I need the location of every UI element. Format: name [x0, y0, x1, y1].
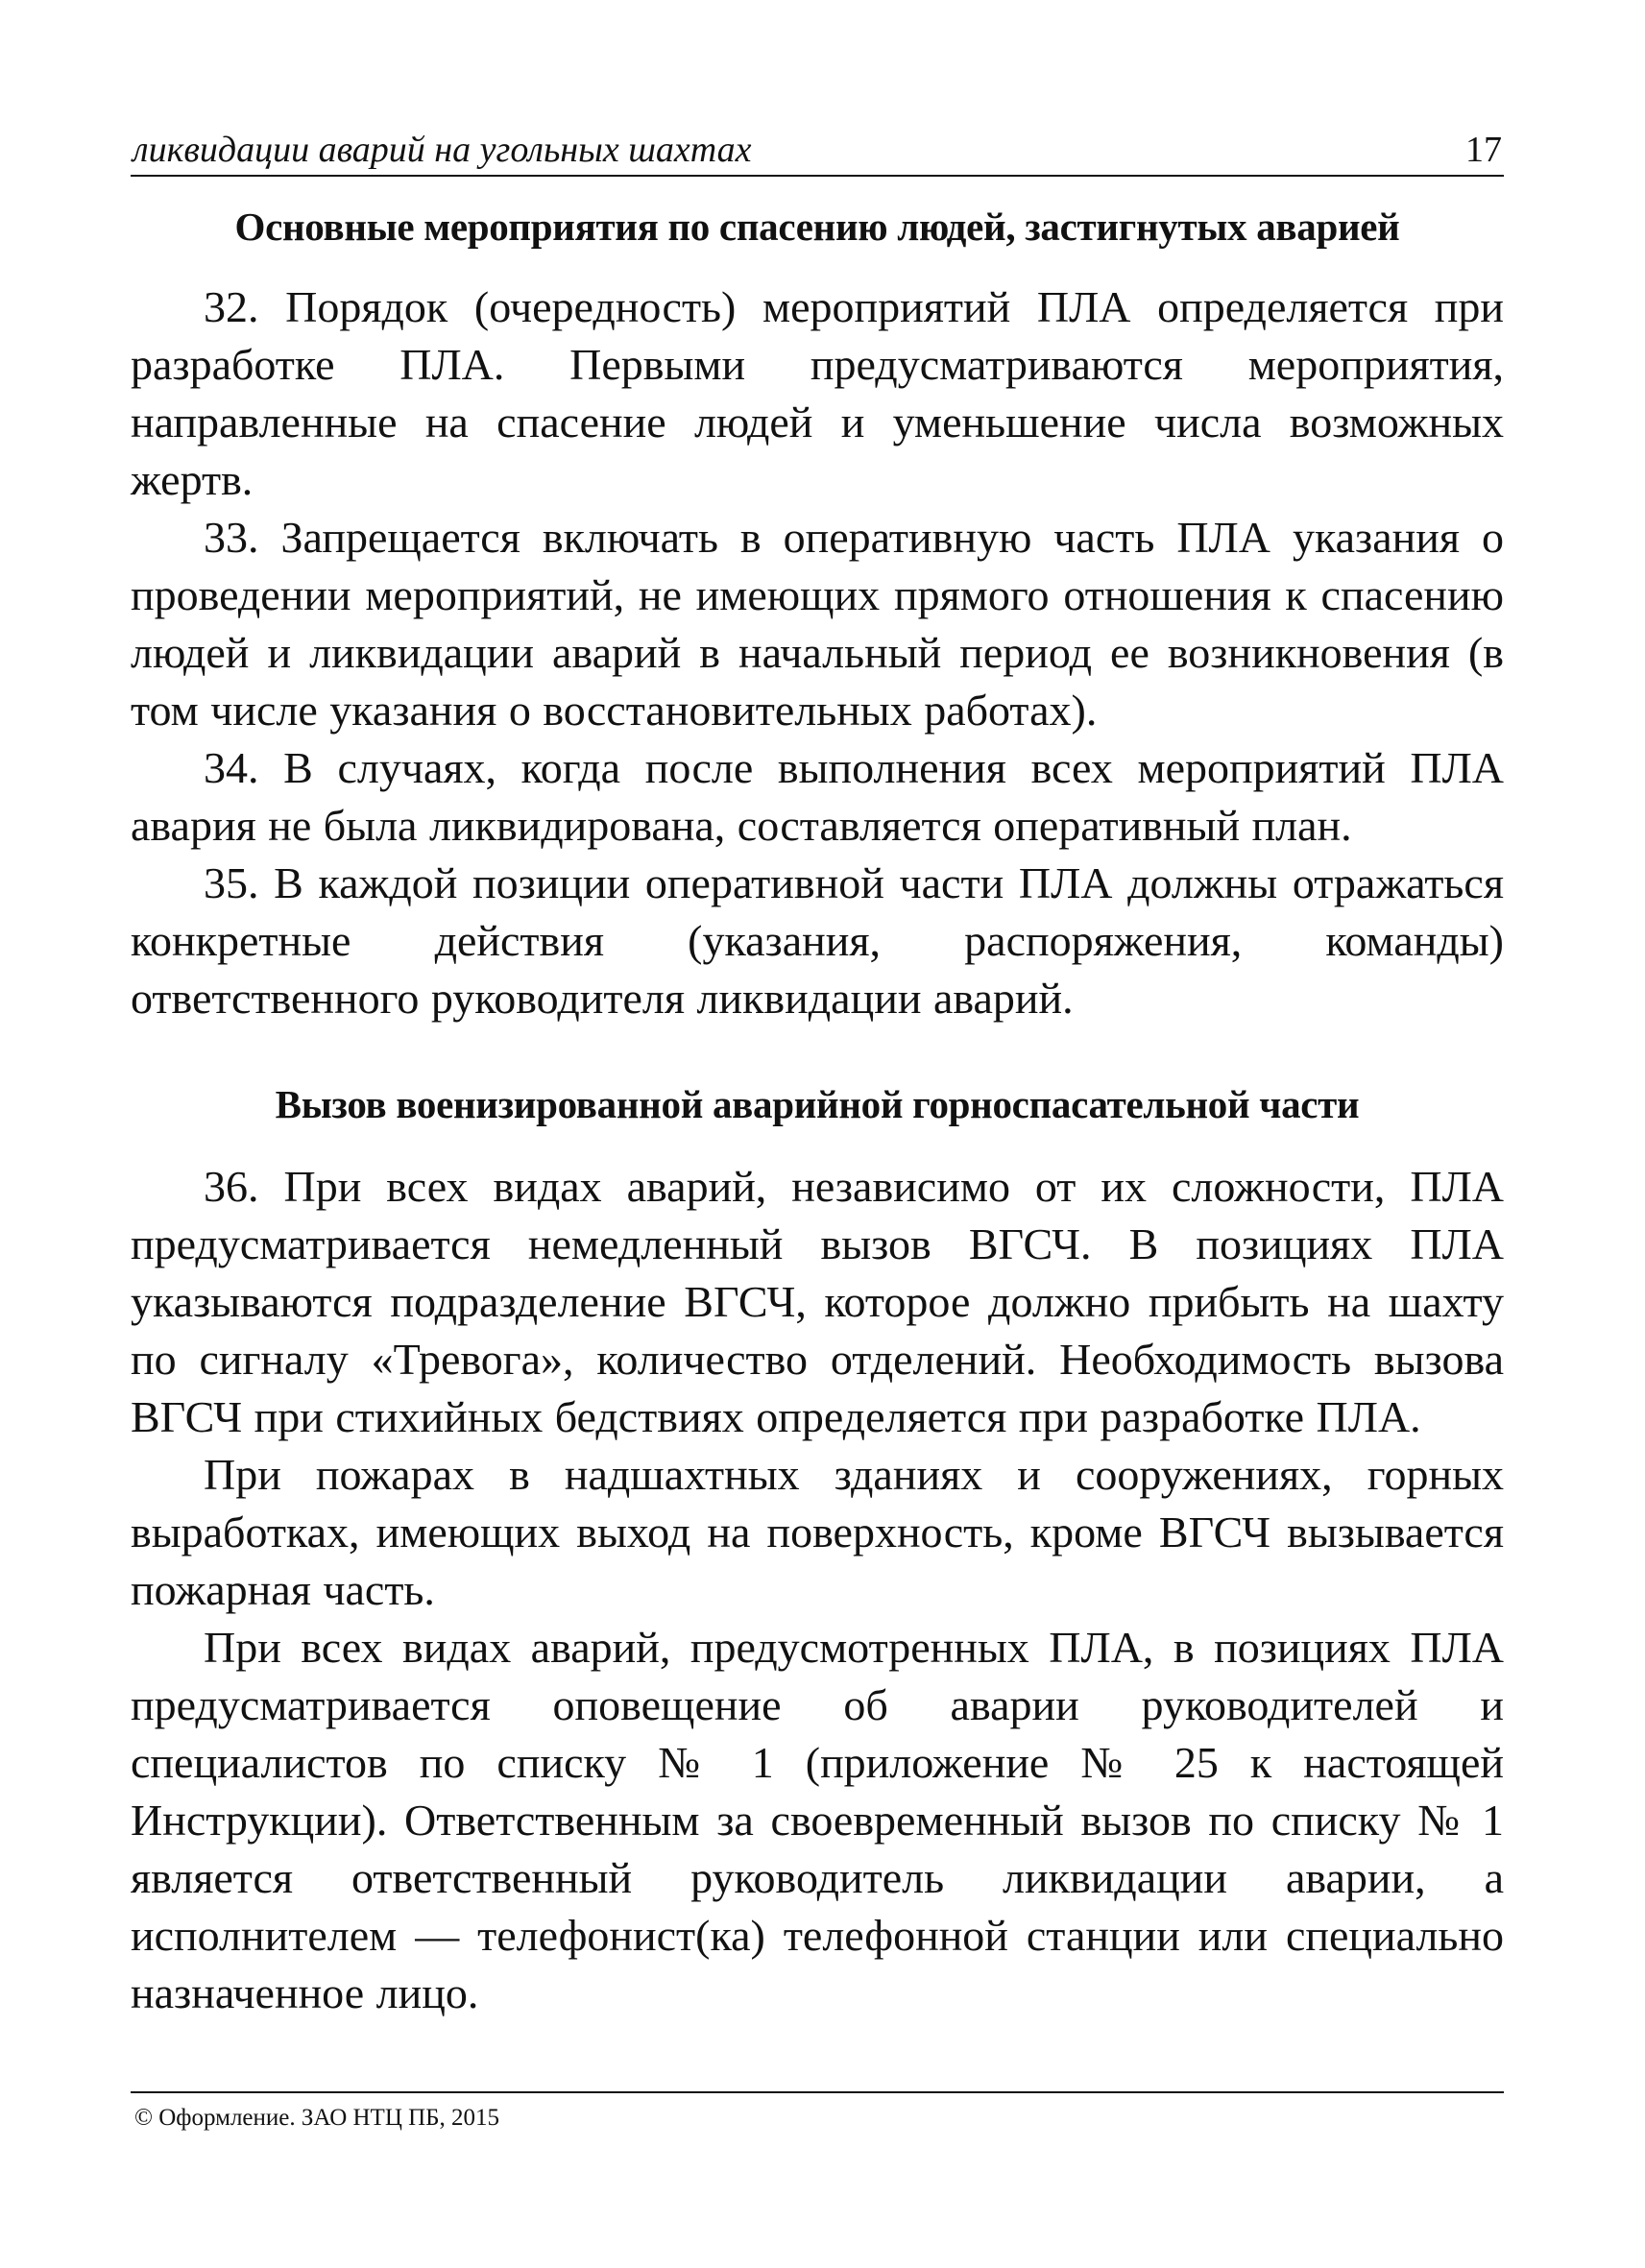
running-header: [131, 115, 1504, 177]
paragraph-notification-list: При всех видах аварий, предусмотренных ПЛА, в позициях ПЛА предусматривается оповещение об аварии руководителей и специалистов по списку № 1 (приложение № 25 к настоящей Инструкции). Ответственным за своевременный вызов по списку № 1 является ответственный руководитель ликвидации аварии, а исполнителем — телефонист(ка) телефонной станции или специально назначенное лицо.: [131, 1623, 1504, 2017]
paragraph-fire-brigade: При пожарах в надшахтных зданиях и сооружениях, горных выработках, имеющих выход на поверхность, кроме ВГСЧ вызывается пожарная часть.: [131, 1450, 1504, 1614]
section-heading-vgsch-call: Вызов военизированной аварийной горноспасательной части: [275, 1082, 1360, 1126]
paragraph-32: 32. Порядок (очередность) мероприятий ПЛА определяется при разработке ПЛА. Первыми предусматриваются мероприятия, направленные на спасение людей и уменьшение числа возможных жертв.: [131, 282, 1504, 504]
running-title: ликвидации аварий на угольных шахтах: [133, 130, 752, 170]
paragraph-36: 36. При всех видах аварий, независимо от их сложности, ПЛА предусматривается немедленный вызов ВГСЧ. В позициях ПЛА указываются подразделение ВГСЧ, которое должно прибыть на шахту по сигналу «Тревога», количество отделений. Необходимость вызова ВГСЧ при стихийных бедствиях определяется при разработке ПЛА.: [131, 1162, 1504, 1441]
document-page: [131, 115, 1504, 2151]
page-footer: [131, 2091, 1504, 2134]
paragraph-34: 34. В случаях, когда после выполнения всех мероприятий ПЛА авария не была ликвидирована, составляется оперативный план.: [131, 743, 1504, 850]
section-heading-rescue: Основные мероприятия по спасению людей, застигнутых аварией: [234, 205, 1400, 249]
paragraph-33: 33. Запрещается включать в оперативную часть ПЛА указания о проведении мероприятий, не имеющих прямого отношения к спасению людей и ликвидации аварий в начальный период ее возникновения (в том числе указания о восстановительных работах).: [131, 513, 1504, 735]
copyright-text: © Оформление. ЗАО НТЦ ПБ, 2015: [134, 2105, 500, 2131]
paragraph-35: 35. В каждой позиции оперативной части ПЛА должны отражаться конкретные действия (указания, распоряжения, команды) ответственного руководителя ликвидации аварий.: [131, 858, 1504, 1023]
page-number: 17: [1465, 130, 1502, 170]
